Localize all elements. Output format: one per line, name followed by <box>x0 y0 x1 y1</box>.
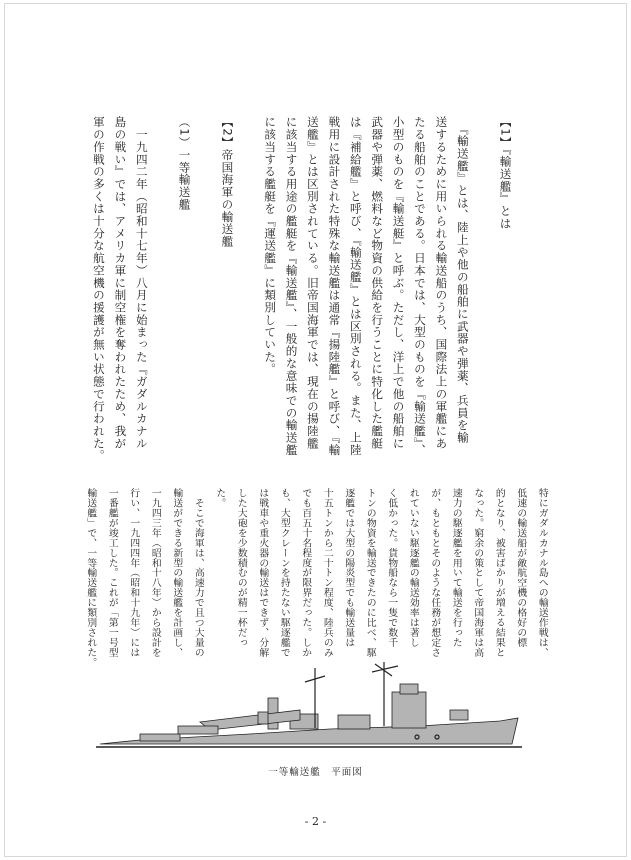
page-number: - 2 - <box>304 815 327 828</box>
text-column: く低かった。貨物船なら一隻で数千 <box>386 488 398 648</box>
text-column: 送艦』とは区別されている。旧帝国海軍では、現在の揚陸艦 <box>305 116 320 450</box>
text-column: 輸送艦」で、一等輸送艦に類別された。 <box>85 488 97 668</box>
text-column: 小型のものを『輸送艇』と呼ぶ。ただし、洋上で他の船舶に <box>391 116 406 450</box>
text-column: たる船舶のことである。日本では、大型のものを『輸送艦』、 <box>412 116 427 456</box>
text-column: は『補給艦』と呼び、『輸送艦』とは区別される。また、上陸 <box>348 116 363 456</box>
bridge <box>392 692 426 728</box>
text-column: 逐艦では大型の陽炎型でも輸送量は <box>343 488 355 648</box>
text-column: 行い、一九四四年（昭和十九年）には <box>128 488 140 658</box>
transport-ship-illustration <box>0 640 631 760</box>
text-column: そこで海軍は、高速力で且つ大量の <box>192 488 204 658</box>
text-column: 島の戦い』では、アメリカ軍に制空権を奪われたため、我が <box>113 116 128 450</box>
text-column: 一九四三年（昭和十八年）から設計を <box>149 488 161 658</box>
text-column: た。 <box>214 488 226 508</box>
text-column: 【1】『輸送艦』とは <box>498 116 513 230</box>
text-column: は戦車や重火器の輸送はできず、分解 <box>257 488 269 658</box>
text-column: （1）一等輸送艦 <box>177 116 192 211</box>
text-column: が、もともとそのような任務が想定さ <box>429 488 441 658</box>
text-column: に該当する用途の艦艇を『輸送艦』、一般的な意味での輸送艦 <box>284 116 299 456</box>
text-column: 軍の作戦の多くは十分な航空機の援護が無い状態で行われた。 <box>91 116 106 462</box>
text-column: も、大型クレーンを持たない駆逐艦で <box>278 488 290 658</box>
text-column: 一九四二年（昭和十七年）八月に始まった『ガダルカナル <box>134 116 149 450</box>
text-column: 【2】帝国海軍の輸送艦 <box>220 116 235 248</box>
text-column: 武器や弾薬、燃料など物資の供給を行うことに特化した艦艇 <box>370 116 385 450</box>
figure-caption: 一等輸送艦 平面図 <box>268 767 363 778</box>
text-column: 十五トンから二十トン程度、陸兵のみ <box>321 488 333 658</box>
text-column: 一番艦が竣工した。これが「第一号型 <box>106 488 118 658</box>
text-column: 送するために用いられる輸送船のうち、国際法上の軍艦にあ <box>434 116 449 450</box>
text-column: 的となり、被害ばかりが増える結果と <box>493 488 505 658</box>
text-column: 特にガダルカナル島への輸送作戦は、 <box>536 488 548 658</box>
text-column: 速力の駆逐艦を用いて輸送を行った <box>450 488 462 648</box>
text-column: に該当する艦艇を『運送艦』に類別していた。 <box>263 116 278 376</box>
text-column: でも百五十名程度が限界だった。しか <box>300 488 312 658</box>
text-column: した大砲を少数積むのが精一杯だっ <box>235 488 247 648</box>
text-column: 輸送ができる新型の輸送艦を計画し、 <box>171 488 183 658</box>
text-column: 戦用に設計された特殊な輸送艦は通常『揚陸艦』と呼び、『輸 <box>327 116 342 456</box>
text-column: 低速の輸送船が敵航空機の格好の標 <box>515 488 527 648</box>
text-column: 『輸送艦』とは、陸上や他の船舶に武器や弾薬、兵員を輸 <box>455 116 470 444</box>
text-column: なった。窮余の策として帝国海軍は高 <box>472 488 484 658</box>
text-column: トンの物資を輸送できたのに比べ、駆 <box>364 488 376 658</box>
text-column: れていない駆逐艦の輸送効率は著し <box>407 488 419 648</box>
